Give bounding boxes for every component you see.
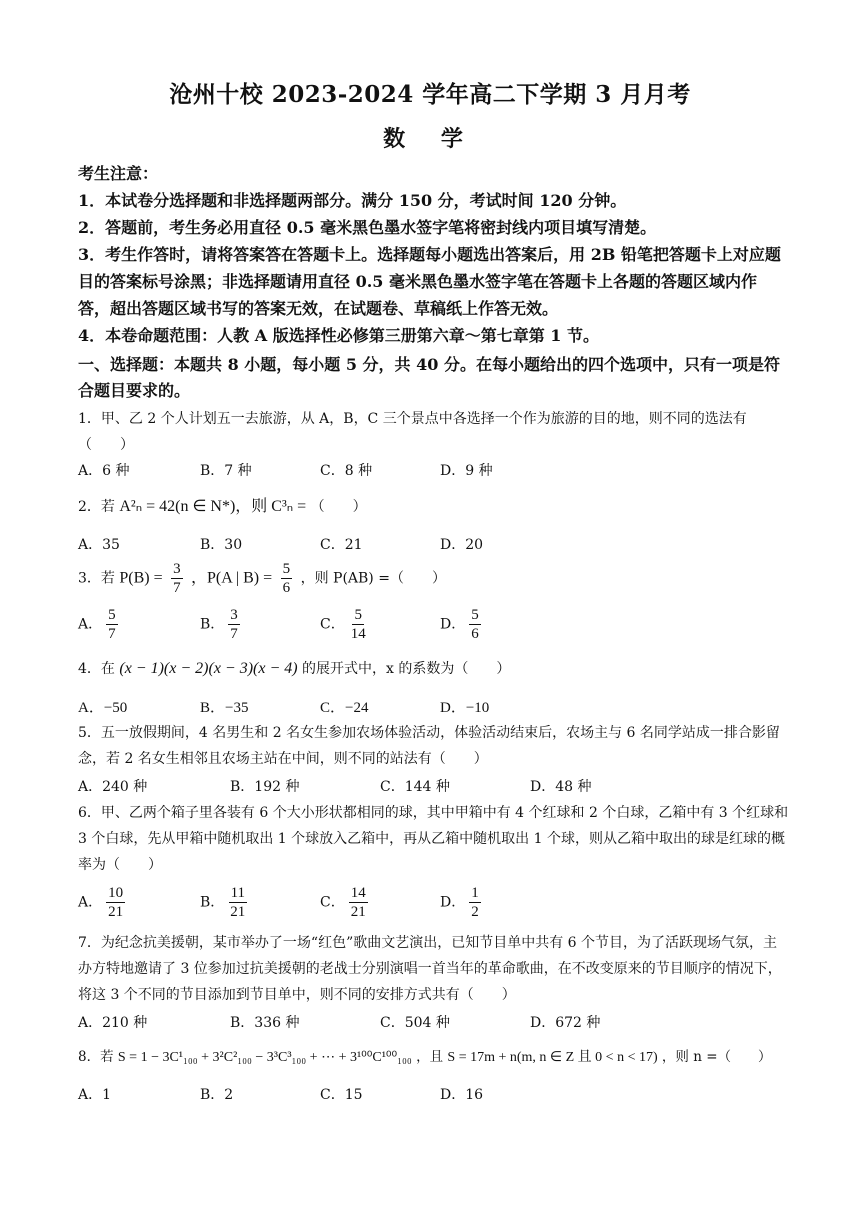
question-prefix: 4．在 — [78, 661, 115, 677]
question-mid: ，且 — [416, 1049, 444, 1065]
note-item: 3．考生作答时，请将答案答在答题卡上。选择题每小题选出答案后，用 2B 铅笔把答题卡上对应题目的答案标号涂黑；非选择题请用直径 0.5 毫米黑色墨水签字笔在答题卡上各题的答题区域内作答，超出答题区域书写的答案无效，在试题卷、草稿纸上作答无效。 — [78, 245, 781, 318]
question-suffix: ，则 P(AB) =（ ） — [300, 570, 446, 587]
question-text: 1．甲、乙 2 个人计划五一去旅游，从 A，B，C 三个景点中各选择一个作为旅游的目的地，则不同的选法有（ ） — [78, 411, 747, 453]
option-c: C．504 种 — [380, 1015, 450, 1031]
note-item: 1．本试卷分选择题和非选择题两部分。满分 150 分，考试时间 120 分钟。 — [78, 191, 627, 210]
question-8 — [78, 1044, 790, 1071]
option-a: A．210 种 — [78, 1015, 148, 1031]
question-suffix: ，则 n =（ ） — [661, 1049, 772, 1065]
option-c: C．144 种 — [380, 779, 450, 795]
option-a: A．240 种 — [78, 779, 148, 795]
question-8-options — [78, 1084, 790, 1114]
option-a: A． $\frac{10}{21}$ — [78, 885, 124, 920]
option-c: C． $\frac{5}{14}$ — [320, 607, 366, 642]
question-prefix: 3．若 — [78, 570, 115, 587]
question-text: 6．甲、乙两个箱子里各装有 6 个大小形状都相同的球，其中甲箱中有 4 个红球和 2 个白球，乙箱中有 3 个红球和 3 个白球，先从甲箱中随机取出 1 个球放入乙箱中，再从乙箱中随机取出 1 个球，则从乙箱中取出的球是红球的概率为（ ） — [78, 805, 789, 873]
exam-notes — [78, 160, 788, 349]
option-c: C．21 — [320, 537, 363, 553]
question-math: ，P(A | B) = — [191, 569, 273, 587]
option-b: B． $\frac{11}{21}$ — [200, 885, 246, 920]
option-d: D．48 种 — [530, 779, 592, 795]
option-c: C．15 — [320, 1087, 363, 1103]
question-text: 7．为纪念抗美援朝，某市举办了一场“红色”歌曲文艺演出，已知节目单中共有 6 个节目，为了活跃现场气氛，主办方特地邀请了 3 位参加过抗美援朝的老战士分别演唱一首当年的革命歌曲，在不改变原来的节目顺序的情况下，将这 3 个不同的节目添加到节目单中，则不同的安排方式共有（ ） — [78, 935, 782, 1003]
option-c: C． $\frac{14}{21}$ — [320, 885, 366, 920]
fraction: $\frac{5}{6}$ — [282, 561, 291, 596]
question-prefix: 2．若 — [78, 499, 115, 515]
option-d: D． $\frac{5}{6}$ — [440, 607, 479, 642]
option-a: A．35 — [78, 537, 120, 553]
fraction: $\frac{3}{7}$ — [173, 561, 181, 596]
question-2 — [78, 494, 790, 520]
notes-heading: 考生注意： — [78, 164, 159, 183]
note-item: 4．本卷命题范围：人教 A 版选择性必修第三册第六章～第七章第 1 节。 — [78, 326, 599, 345]
option-b: B．336 种 — [230, 1015, 300, 1031]
question-7 — [78, 930, 790, 1008]
question-prefix: 8．若 — [78, 1049, 114, 1065]
option-c: C．8 种 — [320, 463, 373, 479]
question-math: S = 1 − 3C¹₁₀₀ + 3²C²₁₀₀ − 3³C³₁₀₀ + ⋯ + 3¹⁰⁰C¹⁰⁰₁₀₀ — [117, 1050, 412, 1065]
exam-title: 沧州十校 2023-2024 学年高二下学期 3 月月考 — [169, 81, 691, 108]
question-text: 5．五一放假期间，4 名男生和 2 名女生参加农场体验活动，体验活动结束后，农场主与 6 名同学站成一排合影留念，若 2 名女生相邻且农场主站在中间，则不同的站法有（ ） — [78, 725, 780, 767]
question-1-options — [78, 460, 790, 490]
question-math: (x − 1)(x − 2)(x − 3)(x − 4) — [119, 660, 298, 677]
option-a: A．1 — [78, 1087, 112, 1103]
option-d: D．16 — [440, 1087, 484, 1103]
option-d: D．20 — [440, 537, 484, 553]
option-d: D．672 种 — [530, 1015, 601, 1031]
question-4 — [78, 656, 790, 682]
note-item: 2．答题前，考生务必用直径 0.5 毫米黑色墨水签字笔将密封线内项目填写清楚。 — [78, 218, 657, 237]
question-suffix: 的展开式中，x 的系数为（ ） — [302, 661, 511, 677]
question-3-options — [78, 606, 790, 648]
question-3 — [78, 560, 790, 597]
option-d: D． $\frac{1}{2}$ — [440, 885, 479, 920]
option-a: A．6 种 — [78, 463, 130, 479]
question-math: S = 17m + n(m, n ∈ Z 且 0 < n < 17) — [447, 1050, 658, 1065]
option-b: B．2 — [200, 1087, 234, 1103]
option-b: B．192 种 — [230, 779, 300, 795]
question-math: A²ₙ = 42(n ∈ N*)，则 C³ₙ = — [119, 498, 307, 515]
option-a: A．−50 — [78, 700, 128, 716]
option-b: B．7 种 — [200, 463, 252, 479]
option-d: D．−10 — [440, 700, 490, 716]
option-b: B．30 — [200, 537, 243, 553]
question-suffix: （ ） — [310, 499, 367, 515]
question-6 — [78, 800, 790, 878]
option-d: D．9 种 — [440, 463, 493, 479]
subject-title: 数 学 — [383, 126, 477, 152]
option-a: A． $\frac{5}{7}$ — [78, 607, 116, 642]
section-heading: 一、选择题：本题共 8 小题，每小题 5 分，共 40 分。在每小题给出的四个选项中，只有一项是符合题目要求的。 — [78, 355, 780, 400]
question-5 — [78, 720, 790, 772]
question-7-options — [78, 1012, 790, 1042]
option-b: B．−35 — [200, 700, 249, 716]
question-math: P(B) = — [119, 569, 163, 587]
option-b: B． $\frac{3}{7}$ — [200, 607, 238, 642]
option-c: C．−24 — [320, 700, 369, 716]
question-1 — [78, 406, 790, 458]
question-6-options — [78, 884, 790, 926]
